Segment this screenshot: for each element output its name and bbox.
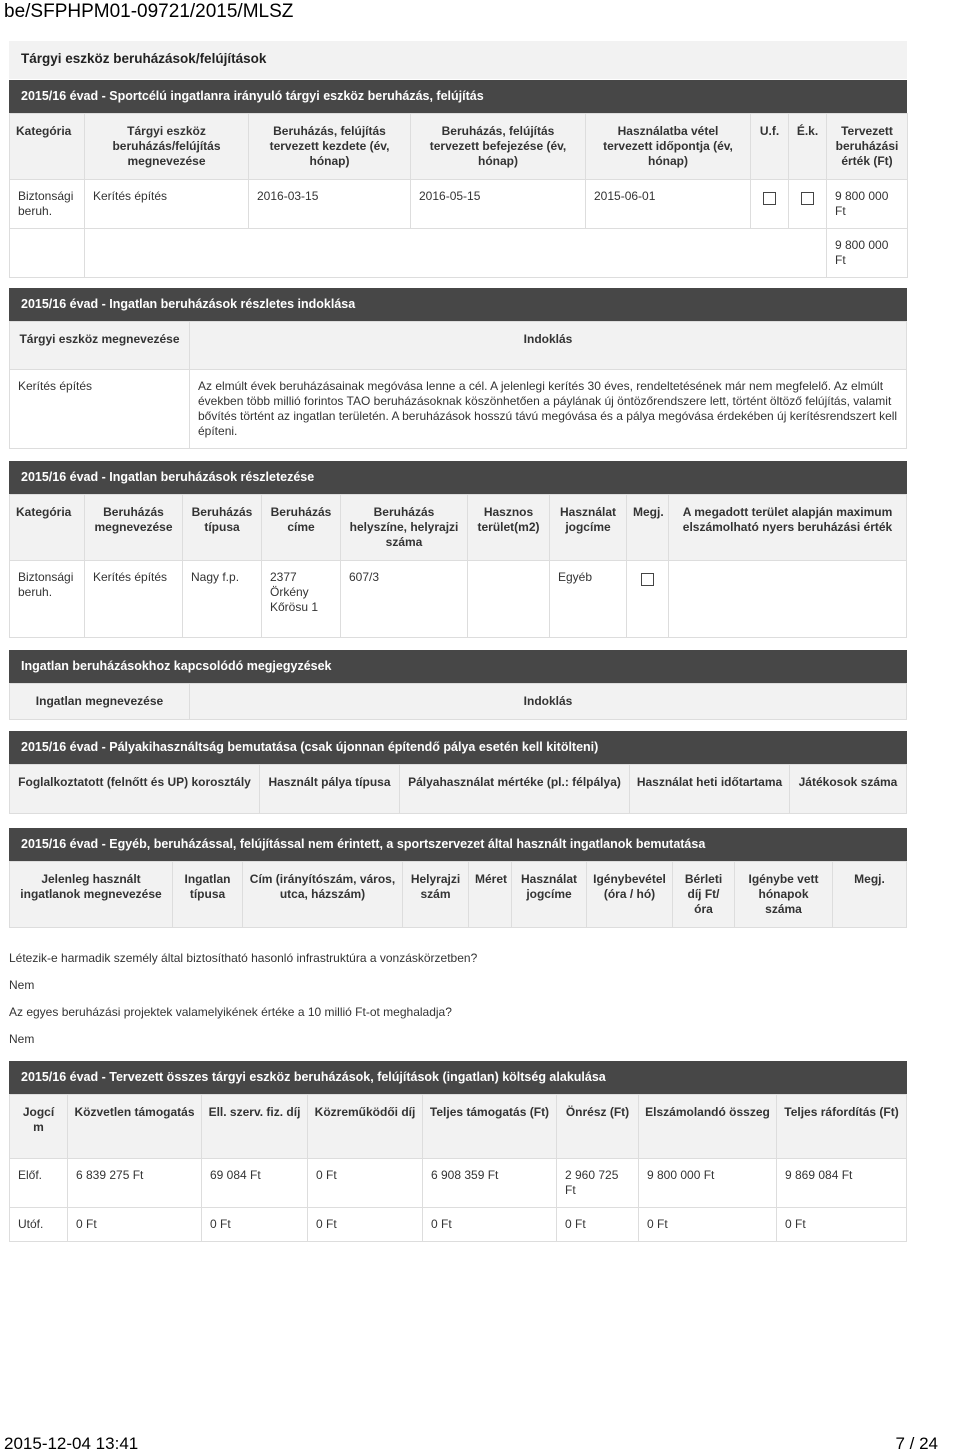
table-row [10, 561, 907, 638]
column-header: Bérleti díj Ft/óra [673, 862, 735, 928]
total-row [10, 229, 908, 278]
column-header: Kategória [10, 495, 85, 561]
field-usage-table [9, 764, 907, 814]
name-cell: Kerítés építés [85, 561, 183, 638]
column-header: Helyrajzi szám [403, 862, 469, 928]
investments-table [9, 113, 908, 278]
column-header: Beruházás, felújítás tervezett befejezése (év, hónap) [411, 114, 586, 180]
column-header: Használat heti időtartama [630, 765, 790, 814]
max-value-cell [669, 561, 907, 638]
column-header: Igénybe vett hónapok száma [735, 862, 833, 928]
column-header: Játékosok száma [790, 765, 907, 814]
title-cell: Egyéb [550, 561, 627, 638]
section-justification [9, 288, 907, 449]
table-header-row [10, 114, 908, 180]
column-header: Ingatlan típusa [173, 862, 243, 928]
column-header: Használat jogcíme [512, 862, 587, 928]
column-header: Beruházás címe [262, 495, 341, 561]
footer-datetime: 2015-12-04 13:41 [4, 1434, 139, 1453]
column-header: Kategória [10, 114, 85, 180]
question-text: Létezik-e harmadik személy által biztosítható hasonló infrastruktúra a vonzáskörzetben? [9, 951, 478, 965]
column-header: Megj. [627, 495, 669, 561]
column-header: Elszámolandó összeg [639, 1095, 777, 1159]
column-header: Beruházás helyszíne, helyrajzi száma [341, 495, 468, 561]
column-header: Ell. szerv. fiz. díj [202, 1095, 308, 1159]
area-cell [468, 561, 550, 638]
table-header-row [10, 495, 907, 561]
column-header: Indoklás [190, 322, 907, 370]
column-header: Tárgyi eszköz megnevezése [10, 322, 190, 370]
column-header: Indoklás [190, 684, 907, 720]
column-header: Beruházás megnevezése [85, 495, 183, 561]
section-title: 2015/16 évad - Egyéb, beruházással, felújítással nem érintett, a sportszervezet által használt ingatlanok bemutatása [9, 828, 907, 861]
address-cell: 2377 Örkény Kőrösu 1 [262, 561, 341, 638]
column-header: Tárgyi eszköz beruházás/felújítás megnevezése [85, 114, 249, 180]
column-header: Pályahasználat mértéke (pl.: félpálya) [400, 765, 630, 814]
table-cell: 0 Ft [68, 1208, 202, 1242]
remarks-table [9, 683, 907, 720]
cost-summary-table [9, 1094, 907, 1242]
column-header: Jelenleg használt ingatlanok megnevezése [10, 862, 173, 928]
name-cell: Kerítés építés [10, 370, 190, 449]
category-cell: Biztonsági beruh. [10, 180, 85, 229]
column-header: Önrész (Ft) [557, 1095, 639, 1159]
location-cell: 607/3 [341, 561, 468, 638]
justification-table [9, 321, 907, 449]
column-header: Hasznos terület(m2) [468, 495, 550, 561]
table-cell: 9 869 084 Ft [777, 1159, 907, 1208]
value-cell: 9 800 000 Ft [827, 180, 908, 229]
table-header-row [10, 765, 907, 814]
column-header: Teljes támogatás (Ft) [423, 1095, 557, 1159]
question-text: Az egyes beruházási projektek valamelyikének értéke a 10 millió Ft-ot meghaladja? [9, 1005, 452, 1019]
column-header: Használatba vétel tervezett időpontja (év, hónap) [586, 114, 751, 180]
note-checkbox[interactable] [641, 573, 654, 586]
table-cell: 6 908 359 Ft [423, 1159, 557, 1208]
table-cell: 0 Ft [557, 1208, 639, 1242]
column-header: Ingatlan megnevezése [10, 684, 190, 720]
table-cell: 0 Ft [308, 1208, 423, 1242]
answer-text: Nem [9, 1032, 35, 1046]
use-cell: 2015-06-01 [586, 180, 751, 229]
table-cell: 9 800 000 Ft [639, 1159, 777, 1208]
reason-cell: Az elmúlt évek beruházásainak megóvása lenne a cél. A jelenlegi kerítés 30 éves, rendeltetésének már nem megfelelő. Az elmúlt években több millió forintos TAO beruházásoknak köszönhetően a páylának új öntözőrendszere lett, történt öltöző felújítás, valamit bővítés történt az ingatlan területén. A beruházások hosszú távú megóvása és a pálya megóvása érdekében új kerítésrendszert kell építeni. [190, 370, 907, 449]
section-investments [9, 80, 907, 278]
section-field-usage [9, 731, 907, 814]
ek-cell [789, 180, 827, 229]
table-header-row [10, 684, 907, 720]
section-property-details [9, 461, 907, 638]
name-cell: Kerítés építés [85, 180, 249, 229]
type-cell: Nagy f.p. [183, 561, 262, 638]
table-header-row [10, 322, 907, 370]
column-header: Teljes ráfordítás (Ft) [777, 1095, 907, 1159]
column-header: Használt pálya típusa [260, 765, 400, 814]
table-cell: 0 Ft [777, 1208, 907, 1242]
section-title: 2015/16 évad - Ingatlan beruházások részletezése [9, 461, 907, 494]
document-id: be/SFPHPM01-09721/2015/MLSZ [4, 1, 294, 22]
column-header: Igénybevétel (óra / hó) [587, 862, 673, 928]
column-header: Tervezett beruházási érték (Ft) [827, 114, 908, 180]
property-details-table [9, 494, 907, 638]
table-row [10, 180, 908, 229]
other-properties-table [9, 861, 907, 928]
section-remarks [9, 650, 907, 720]
end-cell: 2016-05-15 [411, 180, 586, 229]
column-header: Beruházás, felújítás tervezett kezdete (év, hónap) [249, 114, 411, 180]
ek-checkbox[interactable] [801, 192, 814, 205]
table-cell: Utóf. [10, 1208, 68, 1242]
table-cell: 0 Ft [639, 1208, 777, 1242]
section-title: 2015/16 évad - Sportcélú ingatlanra irányuló tárgyi eszköz beruházás, felújítás [9, 80, 907, 113]
column-header: Beruházás típusa [183, 495, 262, 561]
uf-cell [751, 180, 789, 229]
table-row [10, 1159, 907, 1208]
column-header: Méret [469, 862, 512, 928]
table-row [10, 370, 907, 449]
column-header: A megadott terület alapján maximum elszámolható nyers beruházási érték [669, 495, 907, 561]
page-title: Tárgyi eszköz beruházások/felújítások [9, 41, 907, 79]
table-row [10, 1208, 907, 1242]
section-other-properties [9, 828, 907, 928]
section-title: Ingatlan beruházásokhoz kapcsolódó megjegyzések [9, 650, 907, 683]
table-cell: 2 960 725 Ft [557, 1159, 639, 1208]
footer-page-number: 7 / 24 [895, 1434, 938, 1453]
table-cell: 0 Ft [202, 1208, 308, 1242]
column-header: Jogcí m [10, 1095, 68, 1159]
table-cell: 6 839 275 Ft [68, 1159, 202, 1208]
category-cell: Biztonsági beruh. [10, 561, 85, 638]
column-header: Használat jogcíme [550, 495, 627, 561]
section-cost-summary [9, 1061, 907, 1242]
start-cell: 2016-03-15 [249, 180, 411, 229]
table-cell: 69 084 Ft [202, 1159, 308, 1208]
section-title: 2015/16 évad - Pályakihasználtság bemutatása (csak újonnan építendő pálya esetén kell kitölteni) [9, 731, 907, 764]
table-cell: 0 Ft [423, 1208, 557, 1242]
table-header-row [10, 1095, 907, 1159]
table-cell: Előf. [10, 1159, 68, 1208]
column-header: Cím (irányítószám, város, utca, házszám) [243, 862, 403, 928]
column-header: Közreműködői díj [308, 1095, 423, 1159]
table-cell: 0 Ft [308, 1159, 423, 1208]
section-title: 2015/16 évad - Ingatlan beruházások részletes indoklása [9, 288, 907, 321]
column-header: Közvetlen támogatás [68, 1095, 202, 1159]
answer-text: Nem [9, 978, 35, 992]
section-title: 2015/16 évad - Tervezett összes tárgyi eszköz beruházások, felújítások (ingatlan) költség alakulása [9, 1061, 907, 1094]
column-header: É.k. [789, 114, 827, 180]
column-header: Megj. [833, 862, 907, 928]
uf-checkbox[interactable] [763, 192, 776, 205]
note-cell [627, 561, 669, 638]
column-header: U.f. [751, 114, 789, 180]
total-cell: 9 800 000 Ft [827, 229, 908, 278]
table-header-row [10, 862, 907, 928]
column-header: Foglalkoztatott (felnőtt és UP) korosztály [10, 765, 260, 814]
